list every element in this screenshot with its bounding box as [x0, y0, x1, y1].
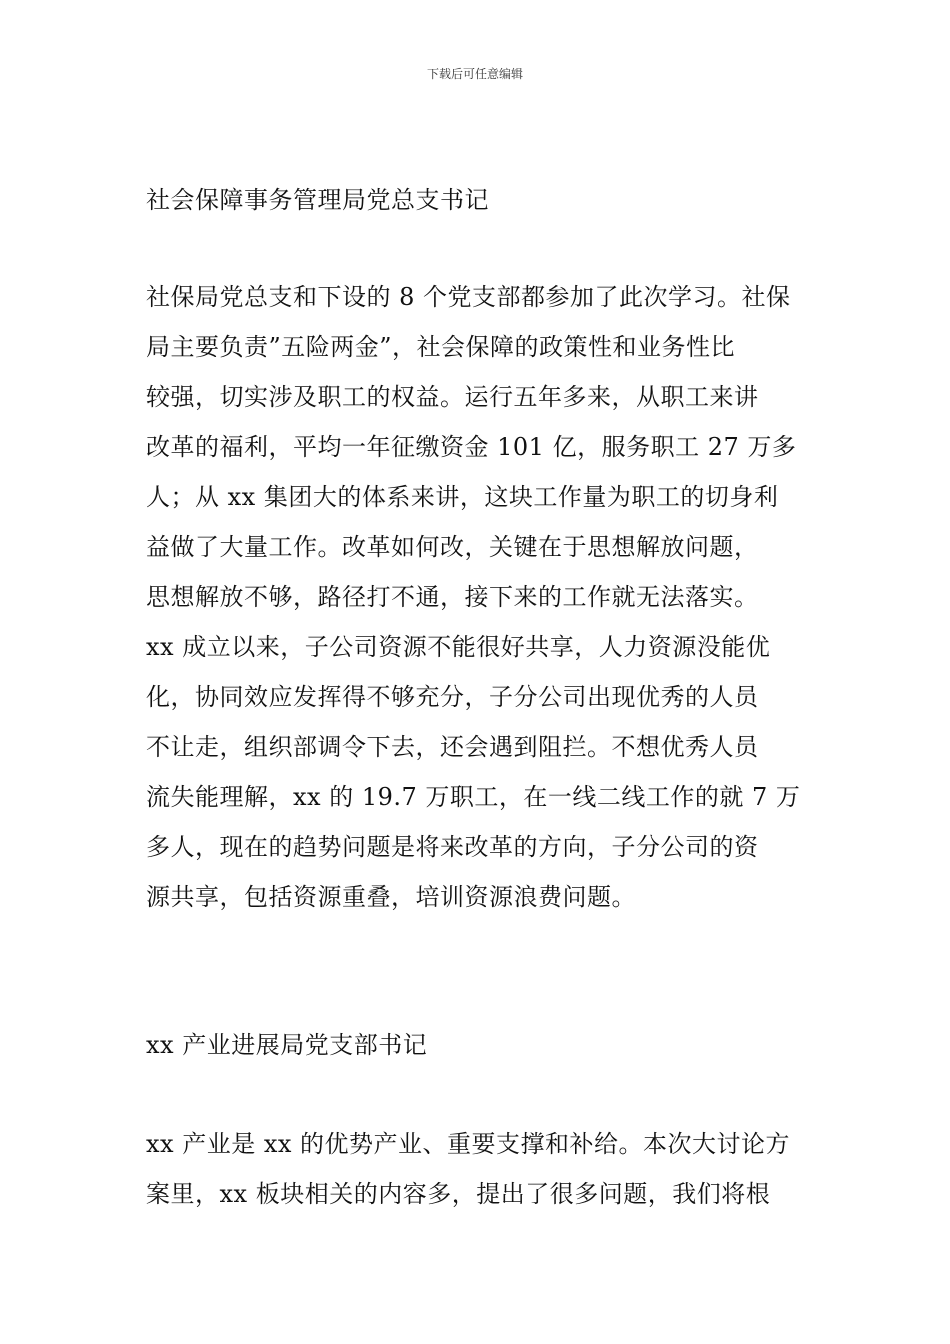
text-line: 源共享，包括资源重叠，培训资源浪费问题。	[146, 883, 636, 911]
text-line: 案里，xx 板块相关的内容多，提出了很多问题，我们将根	[146, 1180, 771, 1208]
section-body-industry-bureau	[146, 1119, 846, 1219]
text-line: 改革的福利，平均一年征缴资金 101 亿，服务职工 27 万多	[146, 433, 797, 461]
text-line: 思想解放不够，路径打不通，接下来的工作就无法落实。	[146, 583, 759, 611]
text-line: xx 成立以来，子公司资源不能很好共享，人力资源没能优	[146, 633, 771, 661]
text-line: 较强，切实涉及职工的权益。运行五年多来，从职工来讲	[146, 383, 759, 411]
section-body-social-security	[146, 272, 846, 922]
text-line: 多人，现在的趋势问题是将来改革的方向，子分公司的资	[146, 833, 759, 861]
text-line: 局主要负责”五险两金”，社会保障的政策性和业务性比	[146, 333, 736, 361]
section-heading-social-security: 社会保障事务管理局党总支书记	[146, 186, 489, 214]
text-line: 社保局党总支和下设的 8 个党支部都参加了此次学习。社保	[146, 283, 791, 311]
text-line: 不让走，组织部调令下去，还会遇到阻拦。不想优秀人员	[146, 733, 759, 761]
text-line: 流失能理解，xx 的 19.7 万职工，在一线二线工作的就 7 万	[146, 783, 801, 811]
text-line: 人；从 xx 集团大的体系来讲，这块工作量为职工的切身利	[146, 483, 779, 511]
page-header-note: 下载后可任意编辑	[426, 67, 523, 81]
text-line: xx 产业是 xx 的优势产业、重要支撑和补给。本次大讨论方	[146, 1130, 791, 1158]
text-line: 益做了大量工作。改革如何改，关键在于思想解放问题，	[146, 533, 759, 561]
text-line: 化，协同效应发挥得不够充分，子分公司出现优秀的人员	[146, 683, 759, 711]
section-heading-industry-bureau: xx 产业进展局党支部书记	[146, 1031, 428, 1059]
